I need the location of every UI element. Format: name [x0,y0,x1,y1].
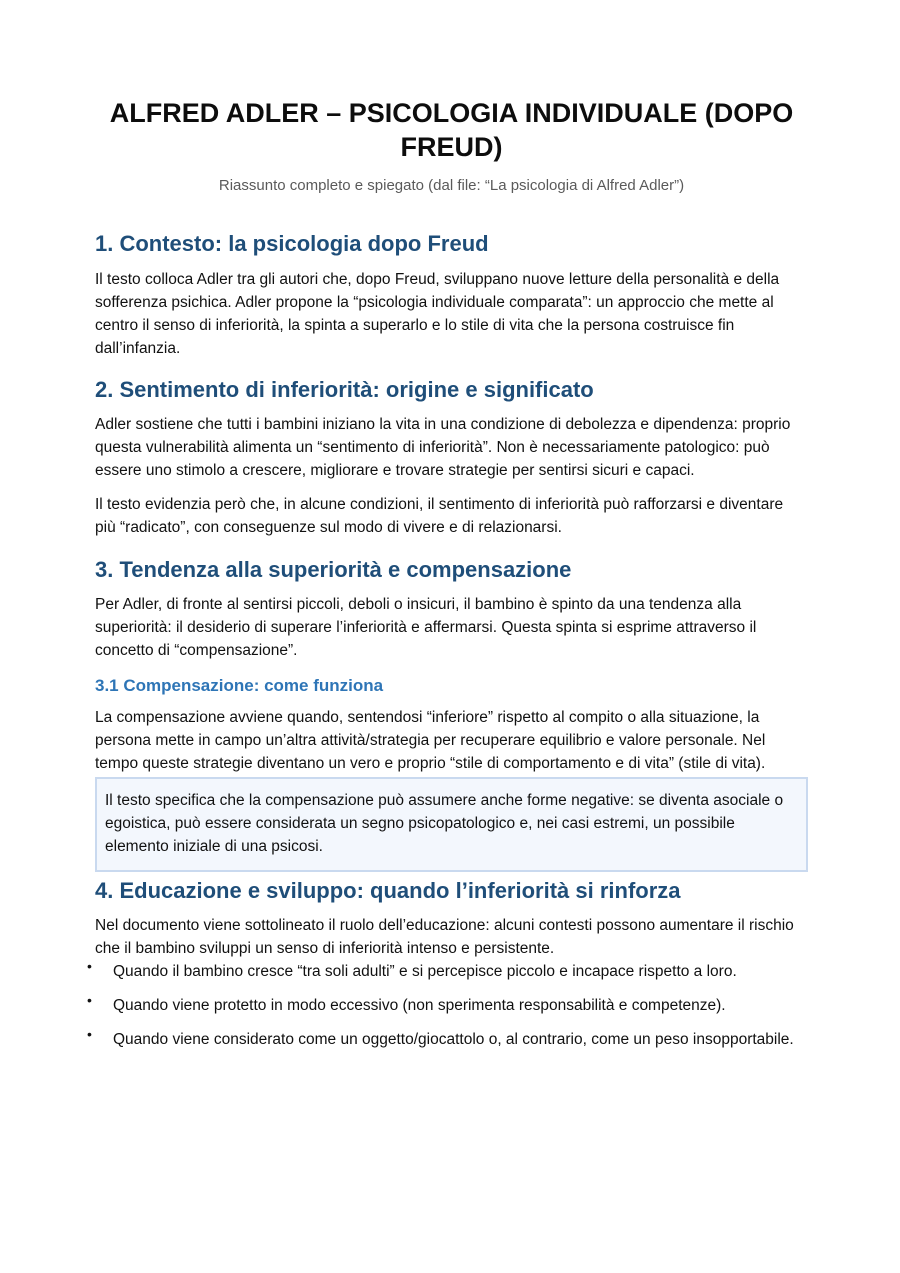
bullet-icon: • [87,1026,92,1042]
subsection-heading: 3.1 Compensazione: come funziona [95,676,384,695]
bullet-icon: • [87,992,92,1008]
bullet-icon: • [87,958,92,974]
section-paragraph: Il testo colloca Adler tra gli autori che, dopo Freud, sviluppano nuove letture della personalità e della sofferenza psichica. Adler propone la “psicologia individuale comparata”: un approccio che mette al centro il senso di inferiorità, la spinta a superarlo e lo stile di vita che la persona costruisce fin dall’infanzia. [95,271,780,357]
list-item-text: Quando viene protetto in modo eccessivo (non sperimenta responsabilità e competenze). [113,997,726,1014]
section-paragraph: Nel documento viene sottolineato il ruolo dell’educazione: alcuni contesti possono aumentare il rischio che il bambino sviluppi un senso di inferiorità intenso e persistente. [95,917,794,957]
section-4 [87,877,808,1051]
document-title: ALFRED ADLER – PSICOLOGIA INDIVIDUALE (DOPO FREUD) [109,98,794,162]
callout-text: Il testo specifica che la compensazione può assumere anche forme negative: se diventa asociale o egoistica, può essere considerata un segno psicopatologico e, nei casi estremi, un possibile elemento iniziale di una psicosi. [105,792,784,855]
section-heading: 3. Tendenza alla superiorità e compensazione [95,557,572,582]
section-heading: 2. Sentimento di inferiorità: origine e significato [95,377,594,402]
list-item [87,958,808,983]
bullet-list [87,958,808,1051]
section-3 [95,556,808,872]
section-2 [95,376,808,539]
section-paragraph: Per Adler, di fronte al sentirsi piccoli, deboli o insicuri, il bambino è spinto da una tendenza alla superiorità: il desiderio di superare l’inferiorità e affermarsi. Questa spinta si esprime attraverso il concetto di “compensazione”. [95,596,757,659]
section-1 [95,230,808,360]
section-heading: 4. Educazione e sviluppo: quando l’inferiorità si rinforza [95,878,681,903]
section-heading: 1. Contesto: la psicologia dopo Freud [95,231,489,256]
document-subtitle: Riassunto completo e spiegato (dal file: “La psicologia di Alfred Adler”) [218,177,685,194]
list-item [87,992,808,1017]
section-paragraph: La compensazione avviene quando, sentendosi “inferiore” rispetto al compito o alla situazione, la persona mette in campo un’altra attività/strategia per recuperare equilibrio e valore personale. Nel tempo queste strategie diventano un vero e proprio “stile di comportamento e di vita” (stile di vita). [95,709,766,772]
section-paragraph: Il testo evidenzia però che, in alcune condizioni, il sentimento di inferiorità può rafforzarsi e diventare più “radicato”, con conseguenze sul modo di vivere e di relazionarsi. [95,496,784,536]
subsection-3-1 [95,675,808,872]
section-paragraph: Adler sostiene che tutti i bambini iniziano la vita in una condizione di debolezza e dipendenza: proprio questa vulnerabilità alimenta un “sentimento di inferiorità”. Non è necessariamente patologico: può essere uno stimolo a crescere, migliorare e trovare strategie per sentirsi sicuri e capaci. [95,416,791,479]
list-item [87,1026,808,1051]
callout-box [95,777,808,872]
list-item-text: Quando il bambino cresce “tra soli adulti” e si percepisce piccolo e incapace rispetto a loro. [113,963,737,980]
document-page [87,96,808,1051]
list-item-text: Quando viene considerato come un oggetto/giocattolo o, al contrario, come un peso insopportabile. [113,1031,794,1048]
